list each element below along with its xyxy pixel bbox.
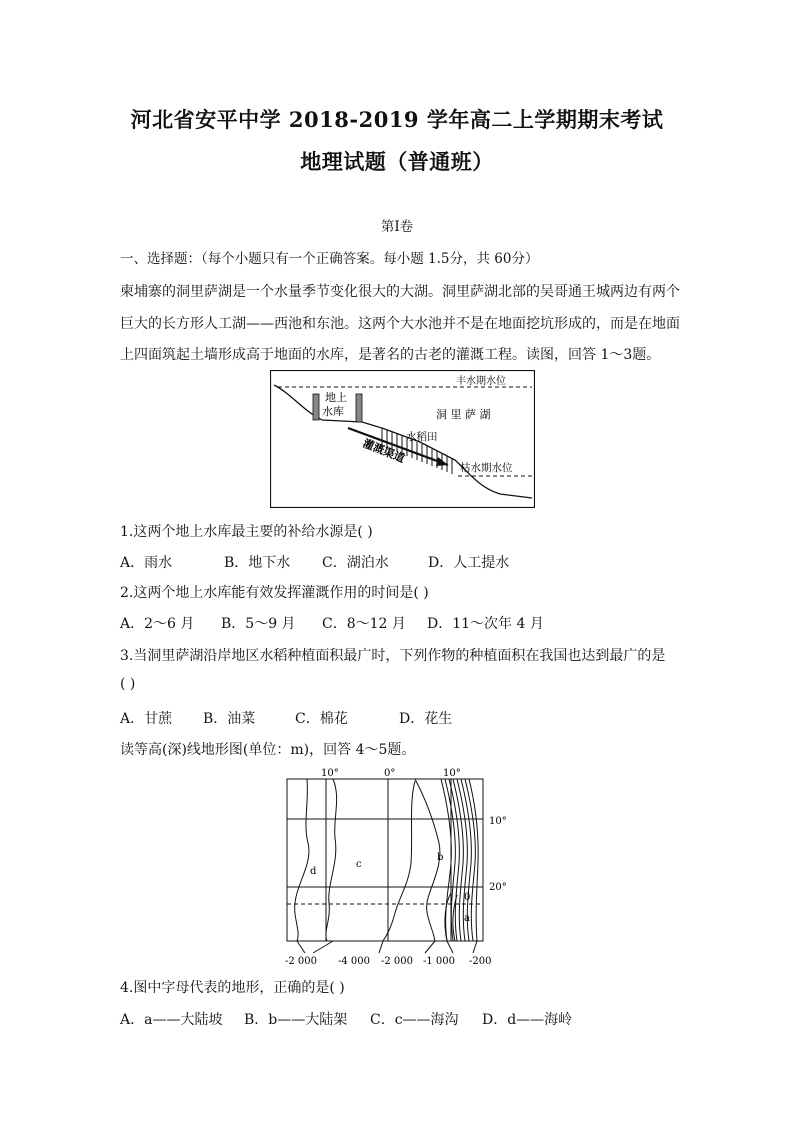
- region-label-c: c: [356, 859, 362, 870]
- low-water-label: 枯水期水位: [460, 462, 513, 474]
- volume-label: 第Ⅰ卷: [380, 219, 414, 235]
- passage-line-1: 柬埔寨的洞里萨湖是一个水量季节变化很大的大湖。洞里萨湖北部的吴哥通王城两边有两个: [120, 284, 680, 300]
- lon-label-10e: 10°: [443, 768, 461, 779]
- question-3-stem-cont: ( ): [120, 676, 136, 692]
- document-title: 河北省安平中学 2018-2019 学年高二上学期期末考试: [130, 107, 664, 132]
- depth-label-2: -4 000: [338, 956, 371, 967]
- lon-label-0: 0°: [384, 768, 396, 779]
- q3-option-a: A．甘蔗: [120, 711, 173, 727]
- question-2-stem: 2.这两个地上水库能有效发挥灌溉作用的时间是( ): [120, 585, 429, 601]
- lat-label-20: 20°: [489, 882, 507, 893]
- q3-option-c: C．棉花: [295, 711, 348, 727]
- q4-option-b: B．b——大陆架: [244, 1012, 348, 1028]
- q1-option-c: C．湖泊水: [322, 555, 389, 571]
- passage-line-3: 上四面筑起土墙形成高于地面的水库，是著名的古老的灌溉工程。读图，回答 1～3题。: [120, 347, 661, 363]
- question-3-stem: 3.当洞里萨湖沿岸地区水稻种植面积最广时，下列作物的种植面积在我国也达到最广的是: [120, 648, 666, 664]
- q4-option-a: A．a——大陆坡: [120, 1012, 223, 1028]
- question-4-stem: 4.图中字母代表的地形，正确的是( ): [120, 980, 345, 996]
- region-label-b: b: [437, 852, 444, 863]
- q4-option-d: D．d——海岭: [482, 1012, 573, 1028]
- question-1-stem: 1.这两个地上水库最主要的补给水源是( ): [120, 524, 373, 540]
- rice-field-label: 水稻田: [406, 431, 438, 443]
- q2-option-a: A．2～6 月: [120, 616, 195, 632]
- region-label-d: d: [310, 866, 317, 877]
- q2-option-b: B．5～9 月: [221, 616, 296, 632]
- q2-option-d: D．11～次年 4 月: [427, 616, 544, 632]
- reservoir-label-2: 水库: [322, 405, 344, 418]
- depth-label-4: -1 000: [423, 956, 456, 967]
- q1-option-b: B．地下水: [224, 555, 291, 571]
- q3-option-d: D．花生: [399, 711, 453, 727]
- region-label-a: a: [464, 913, 470, 924]
- q4-option-c: C．c——海沟: [370, 1012, 459, 1028]
- lake-label: 洞 里 萨 湖: [436, 408, 491, 421]
- contour-map: [283, 763, 515, 969]
- q1-option-d: D．人工提水: [428, 555, 510, 571]
- reservoir-diagram: [270, 370, 535, 508]
- q3-option-b: B．油菜: [203, 711, 256, 727]
- q1-option-a: A．雨水: [120, 555, 173, 571]
- part-heading: 一、选择题：（每个小题只有一个正确答案。每小题 1.5分，共 60分）: [120, 251, 539, 267]
- q2-option-c: C．8～12 月: [322, 616, 406, 632]
- passage-line-2: 巨大的长方形人工湖——西池和东池。这两个大水池并不是在地面挖坑形成的，而是在地面: [120, 316, 680, 332]
- high-water-label: 丰水期水位: [456, 376, 506, 387]
- passage-2-intro: 读等高(深)线地形图(单位：m)，回答 4～5题。: [120, 742, 416, 758]
- canal-label: 灌溉渠道: [360, 436, 407, 466]
- depth-label-5: -200: [469, 956, 492, 967]
- document-subtitle: 地理试题（普通班）: [300, 149, 494, 174]
- reservoir-label-1: 地上: [325, 391, 347, 404]
- depth-label-3: -2 000: [381, 956, 414, 967]
- lon-label-10w: 10°: [321, 768, 339, 779]
- contour-label-0: 0: [464, 892, 471, 903]
- lat-label-10: 10°: [489, 816, 507, 827]
- depth-label-1: -2 000: [285, 956, 318, 967]
